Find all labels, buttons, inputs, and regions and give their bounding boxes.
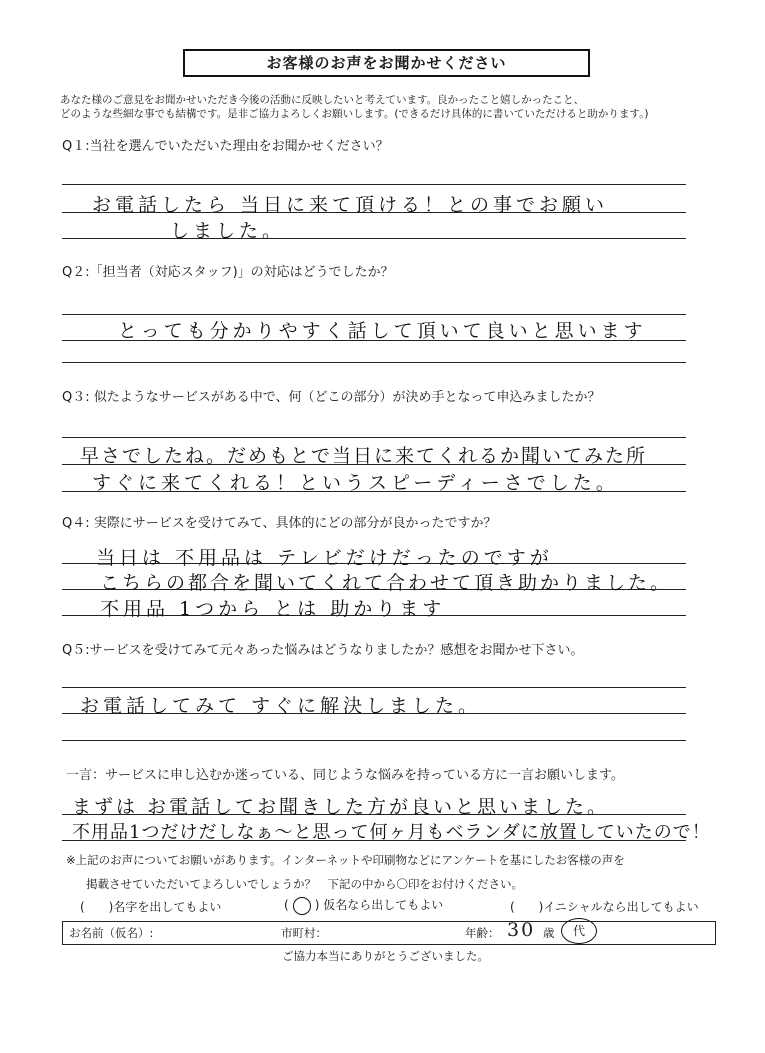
option-initials[interactable] [510, 898, 699, 915]
q3-answer-line-2: すぐに来てくれる！というスピーディーさでした。 [92, 472, 619, 494]
q4-answer-line-1: 当日は 不用品は テレビだけだったのですが [96, 547, 553, 569]
q3-question: Q３: 似たようなサービスがある中で、何（どこの部分）が決め手となって申込みましたか？ [62, 390, 601, 405]
q1-rule-3 [62, 238, 686, 239]
dai-label: 代 [572, 924, 585, 938]
thanks-message: ご協力本当にありがとうございました。 [282, 949, 489, 963]
notice-line-1: ※上記のお声についてお願いがあります。インターネットや印刷物などにアンケートを基にしたお客様の声を [66, 853, 625, 867]
hitokoto-answer-line-1: まずは お電話してお聞きした方が良いと思いました。 [72, 796, 610, 818]
q2-question: Q２:「担当者（対応スタッフ)」の対応はどうでしたか？ [62, 265, 394, 280]
q2-answer-line-1: とっても分かりやすく話して頂いて良いと思います [118, 320, 647, 342]
name-label: お名前（仮名）: [69, 926, 154, 940]
q2-rule-1 [62, 314, 686, 315]
option-pseudonym-label: 仮名なら出してもよい [323, 898, 444, 912]
option-pseudonym[interactable]: ( ) 仮名なら出してもよい [284, 896, 443, 915]
option-surname-paren: ( ) [80, 900, 114, 914]
q5-question: Q５:サービスを受けてみて元々あった悩みはどうなりましたか？感想をお聞かせ下さい。 [62, 643, 584, 658]
q5-answer-line-1: お電話してみて すぐに解決しました。 [80, 695, 482, 717]
q4-question: Q４: 実際にサービスを受けてみて、具体的にどの部分が良かったですか？ [62, 516, 497, 531]
q5-rule-3 [62, 740, 686, 741]
q5-rule-1 [62, 687, 686, 688]
intro-line-1: あなた様のご意見をお聞かせいただき今後の活動に反映したいと考えています。良かったこと嬉しかったこと、 [60, 94, 585, 106]
hitokoto-answer-line-2: 不用品1つだけだしなぁ～と思って何ヶ月もベランダに放置していたので！ [72, 822, 711, 843]
q3-answer-line-1: 早さでしたね。だめもとで当日に来てくれるか聞いてみた所 [80, 445, 648, 467]
circle-mark-icon [293, 897, 311, 915]
q1-answer-line-2: しました。 [170, 220, 286, 242]
q4-answer-line-2: こちらの都合を聞いてくれて合わせて頂き助かりました。 [100, 572, 673, 594]
q1-question: Q１:当社を選んでいただいた理由をお聞かせください？ [62, 139, 389, 154]
option-initials-paren: ( ) [510, 900, 544, 914]
q3-rule-1 [62, 437, 686, 438]
name-form-box [62, 921, 716, 945]
notice-line-2: 掲載させていただいてよろしいでしょうか？ 下記の中から〇印をお付けください。 [86, 877, 523, 891]
q1-rule-1 [62, 184, 686, 185]
age-unit: 歳 [543, 926, 555, 940]
q1-answer-line-1: お電話したら 当日に来て頂ける！との事でお願い [92, 194, 609, 216]
option-surname-label: 名字を出してもよい [113, 900, 222, 914]
q4-answer-line-3: 不用品 1つから とは 助かります [100, 598, 446, 620]
intro-line-2: どのような些細な事でも結構です。是非ご協力よろしくお願いします。(できるだけ具体的に書いていただけると助かります。) [60, 108, 649, 120]
page-title: お客様のお声をお聞かせください [183, 49, 590, 77]
age-value[interactable]: 30 [507, 919, 536, 941]
q2-rule-3 [62, 362, 686, 363]
dai-circle-mark [561, 918, 597, 944]
age-label: 年齢： [465, 926, 500, 940]
city-label: 市町村： [281, 926, 327, 940]
hitokoto-question: 一言：サービスに申し込むか迷っている、同じような悩みを持っている方に一言お願いします。 [66, 768, 624, 783]
option-surname[interactable] [80, 898, 221, 915]
option-initials-label: イニシャルなら出してもよい [543, 900, 699, 914]
